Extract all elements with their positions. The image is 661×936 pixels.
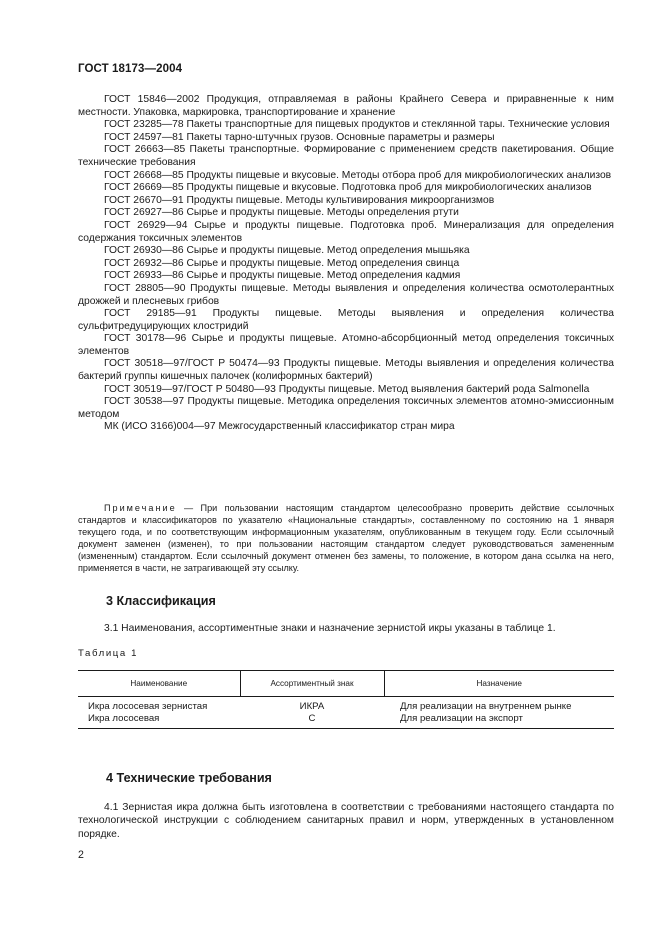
reference-item: ГОСТ 26669—85 Продукты пищевые и вкусовые. Подготовка проб для микробиологических анализов [104, 182, 592, 194]
reference-item: ГОСТ 26927—86 Сырье и продукты пищевые. Методы определения ртути [104, 207, 459, 219]
section-4-heading: 4 Технические требования [106, 771, 272, 785]
reference-item: ГОСТ 26930—86 Сырье и продукты пищевые. Метод определения мышьяка [104, 245, 470, 257]
note-label: Примечание [104, 503, 177, 513]
table-header-row [78, 671, 614, 697]
table-caption: Таблица 1 [78, 648, 139, 659]
reference-item: ГОСТ 24597—81 Пакеты тарно-штучных грузов. Основные параметры и размеры [104, 131, 495, 143]
reference-item: ГОСТ 26663—85 Пакеты транспортные. Формирование с применением средств пакетирования. Общие технические требования [78, 144, 614, 168]
reference-item: ГОСТ 30178—96 Сырье и продукты пищевые. Атомно-абсорбционный метод определения токсичных элементов [78, 333, 614, 357]
cell-mark: С [240, 713, 384, 729]
table-row [78, 713, 614, 729]
classification-table [78, 670, 614, 729]
reference-item: ГОСТ 15846—2002 Продукция, отправляемая в районы Крайнего Севера и приравненные к ним местности. Упаковка, маркировка, транспортирование и хранение [78, 94, 614, 118]
reference-item: ГОСТ 30538—97 Продукты пищевые. Методика определения токсичных элементов атомно-эмиссионным методом [78, 396, 614, 420]
cell-mark: ИКРА [299, 701, 325, 713]
reference-item: ГОСТ 26668—85 Продукты пищевые и вкусовые. Методы отбора проб для микробиологических анализов [104, 169, 612, 181]
header-purpose: Назначение [384, 671, 614, 697]
reference-item: ГОСТ 26932—86 Сырье и продукты пищевые. Метод определения свинца [104, 257, 460, 269]
reference-item: ГОСТ 30519—97/ГОСТ Р 50480—93 Продукты пищевые. Метод выявления бактерий рода Salmonella [104, 383, 590, 395]
normative-references-list [78, 94, 614, 434]
reference-item: ГОСТ 26933—86 Сырье и продукты пищевые. Метод определения кадмия [104, 270, 461, 282]
reference-item: ГОСТ 26929—94 Сырье и продукты пищевые. Подготовка проб. Минерализация для определения содержания токсичных элементов [78, 219, 614, 244]
section-3-paragraph: 3.1 Наименования, ассортиментные знаки и назначение зернистой икры указаны в таблице 1. [104, 623, 556, 634]
cell-purpose: Для реализации на внутреннем рынке [400, 701, 572, 713]
reference-item: ГОСТ 26670—91 Продукты пищевые. Методы культивирования микроорганизмов [104, 194, 495, 206]
document-header: ГОСТ 18173—2004 [78, 63, 183, 75]
references-note [78, 503, 614, 574]
header-name: Наименование [78, 671, 240, 697]
cell-name: Икра лососевая зернистая [88, 701, 208, 713]
section-3-heading: 3 Классификация [106, 594, 216, 608]
page-number: 2 [78, 849, 84, 861]
cell-purpose: Для реализации на экспорт [384, 713, 614, 729]
note-text: — При пользовании настоящим стандартом целесообразно проверить действие ссылочных стандартов и классификаторов по указателю «Национальные стандарты», составленному по состоянию на 1 января текущего года, и по соответствующим информационным указателям, опубликованным в текущем году. Если ссылочный документ заменен (изменен), то при пользовании настоящим стандартом следует руководствоваться замененным (измененным) стандартом. Если ссылочный документ отменен без замены, то положение, в котором дана ссылка на него, применяется в части, не затрагивающей эту ссылку. [78, 503, 614, 573]
reference-item: ГОСТ 29185—91 Продукты пищевые. Методы выявления и определения количества сульфитредуцирующих клостридий [78, 308, 614, 332]
reference-item: ГОСТ 23285—78 Пакеты транспортные для пищевых продуктов и стеклянной тары. Технические условия [104, 119, 610, 131]
cell-name: Икра лососевая [78, 713, 240, 729]
reference-item: ГОСТ 30518—97/ГОСТ Р 50474—93 Продукты пищевые. Методы выявления и определения количества бактерий группы кишечных палочек (колиформных бактерий) [78, 358, 614, 383]
reference-item: ГОСТ 28805—90 Продукты пищевые. Методы выявления и определения количества осмотолерантных дрожжей и плесневых грибов [78, 282, 614, 307]
header-assortment-mark: Ассортиментный знак [240, 671, 384, 697]
section-4-paragraph: 4.1 Зернистая икра должна быть изготовлена в соответствии с требованиями настоящего стандарта по технологической инструкции с соблюдением санитарных правил и норм, утвержденных в установленном порядке. [78, 802, 614, 840]
table-row [78, 697, 614, 713]
reference-item: МК (ИСО 3166)004—97 Межгосударственный классификатор стран мира [104, 421, 455, 433]
